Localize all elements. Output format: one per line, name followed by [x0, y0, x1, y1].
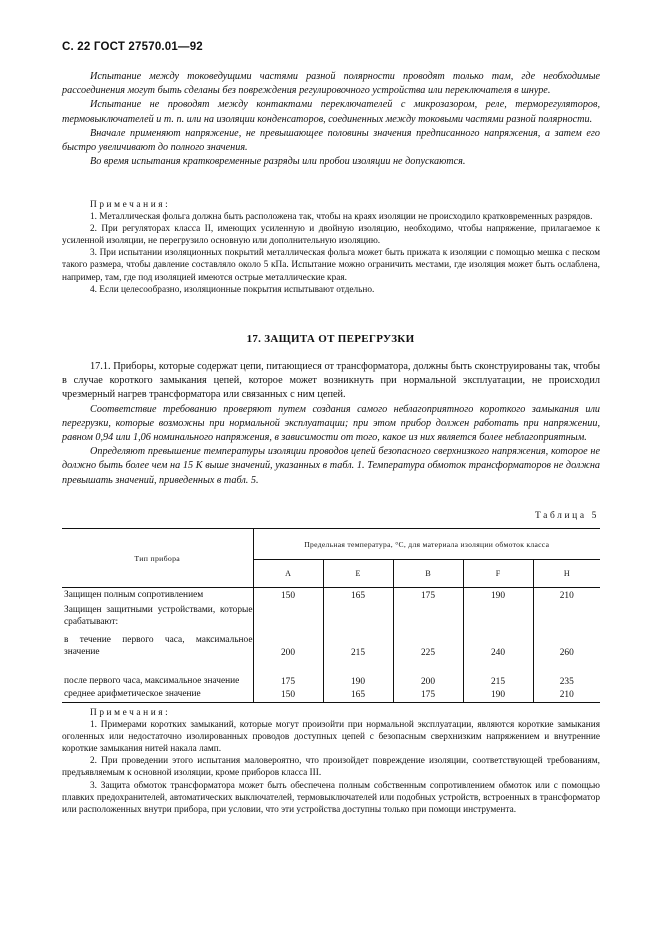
- cell: 175: [253, 658, 323, 687]
- cell: 215: [463, 658, 533, 687]
- intro-paragraph: Испытание не проводят между контактами переключателей с микрозазором, реле, терморегуляторов, термовыключателей и т. п. или на изоляции конденсаторов, соединенных между токовыми частями разной полярности.: [62, 99, 600, 125]
- intro-text: [62, 70, 600, 169]
- cell: 175: [393, 687, 463, 703]
- section-paragraph: 17.1. Приборы, которые содержат цепи, питающиеся от трансформатора, должны быть сконструированы так, чтобы в случае короткого замыкания цепей, которое может возникнуть при нормальной эксплуатации, не происходил чрезмерный нагрев трансформатора или связанных с ним цепей.: [62, 361, 600, 401]
- cell: 150: [253, 588, 323, 604]
- cell: 175: [393, 588, 463, 604]
- cell: 190: [463, 588, 533, 604]
- cell: 200: [253, 630, 323, 658]
- section-italic-paragraph: Соответствие требованию проверяют путем создания самого неблагоприятного короткого замыкания или перегрузки, которые возможны при нормальной эксплуатации; при этом прибор должен работать при напряжении, равном 0,94 или 1,06 номинального напряжения, в зависимости от того, какое из них является более неблагоприятным.: [62, 403, 600, 444]
- cell: 210: [533, 588, 600, 604]
- cell: 225: [393, 630, 463, 658]
- class-header: Н: [533, 560, 600, 588]
- section-text: [62, 360, 600, 488]
- notes-block-1: [62, 199, 600, 296]
- section-title: 17. ЗАЩИТА ОТ ПЕРЕГРУЗКИ: [246, 333, 415, 345]
- class-header: F: [463, 560, 533, 588]
- cell: 215: [323, 630, 393, 658]
- table-row: [62, 630, 600, 658]
- cell: 150: [253, 687, 323, 703]
- note-item: 1. Металлическая фольга должна быть расположена так, чтобы на краях изоляции не происходило кратковременных разрядов.: [90, 212, 593, 223]
- intro-paragraph: Во время испытания кратковременные разряды или пробои изоляции не допускаются.: [90, 156, 466, 168]
- cell: 200: [393, 658, 463, 687]
- note-item: 3. При испытании изоляционных покрытий металлическая фольга может быть прижата к изоляции с помощью мешка с песком такого размера, чтобы давление составляло около 5 кПа. Испытание можно ограничить местами, где изоляция может быть ослаблена, например, там, где под изоляцией имеются острые металлические края.: [62, 248, 600, 283]
- class-header: А: [253, 560, 323, 588]
- table-row: [62, 687, 600, 703]
- cell: 190: [323, 658, 393, 687]
- cell: 165: [323, 588, 393, 604]
- intro-paragraph: Вначале применяют напряжение, не превышающее половины значения предписанного напряжения, а затем его быстро увеличивают до полного значения.: [62, 127, 600, 154]
- table-row: [62, 603, 600, 630]
- col-header-type: Тип прибора: [62, 529, 253, 588]
- cell: 235: [533, 658, 600, 687]
- cell: 210: [533, 687, 600, 703]
- row-label: в течение первого часа, максимальное значение: [64, 635, 253, 657]
- notes-heading: Примечания:: [90, 200, 171, 210]
- cell: 190: [463, 687, 533, 703]
- page-header: С. 22 ГОСТ 27570.01—92: [62, 41, 203, 53]
- notes-block-2: [62, 707, 600, 816]
- table-row: [62, 588, 600, 604]
- note-item: 1. Примерами коротких замыканий, которые могут произойти при нормальной эксплуатации, являются короткие замыкания оголенных или недостаточно изолированных проводов доступных цепей с безопасным сверхнизким напряжением и внутренние короткие замыкания нитей накала ламп.: [62, 720, 600, 755]
- temperature-table: [62, 528, 600, 703]
- table-row: [62, 658, 600, 687]
- row-label: Защищен полным сопротивлением: [64, 589, 204, 600]
- intro-paragraph: Испытание между токоведущими частями разной полярности проводят только там, где необходимые рассоединения могут быть сделаны без повреждения регулировочного устройства или переключателя в шнуре.: [62, 71, 600, 97]
- cell: 260: [533, 630, 600, 658]
- col-header-temp: Предельная температура, °С, для материала изоляции обмоток класса: [253, 529, 600, 560]
- class-header: В: [393, 560, 463, 588]
- table-caption: Таблица 5: [534, 511, 599, 521]
- note-item: 2. При проведении этого испытания маловероятно, что произойдет повреждение изоляции, соответствующей требованиям, предъявляемым к основной изоляции, кроме приборов класса III.: [62, 756, 600, 779]
- cell: 165: [323, 687, 393, 703]
- row-label: после первого часа, максимальное значение: [64, 675, 240, 686]
- note-item: 3. Защита обмоток трансформатора может быть обеспечена полным собственным сопротивлением обмоток или с помощью плавких предохранителей, автоматических выключателей, термовыключателей или подобных устройств, встроенных в трансформатор или расположенных внутри прибора, при условии, что эти устройства доступны только при помощи инструмента.: [62, 780, 600, 815]
- note-item: 4. Если целесообразно, изоляционные покрытия испытывают отдельно.: [90, 284, 375, 295]
- row-label: среднее арифметическое значение: [64, 688, 201, 699]
- cell: 240: [463, 630, 533, 658]
- notes-heading: Примечания:: [90, 708, 171, 718]
- class-header: Е: [323, 560, 393, 588]
- section-italic-paragraph: Определяют превышение температуры изоляции проводов цепей безопасного сверхнизкого напряжения, которое не должно быть более чем на 15 К выше значений, указанных в табл. 1. Температура обмоток трансформаторов не должна превышать значений, приведенных в табл. 5.: [62, 446, 600, 486]
- note-item: 2. При регуляторах класса II, имеющих усиленную и двойную изоляцию, необходимо, чтобы напряжение, прилагаемое к усиленной изоляции, не перегрузило основную или дополнительную изоляцию.: [62, 224, 600, 247]
- row-label: Защищен защитными устройствами, которые срабатывают:: [64, 605, 253, 627]
